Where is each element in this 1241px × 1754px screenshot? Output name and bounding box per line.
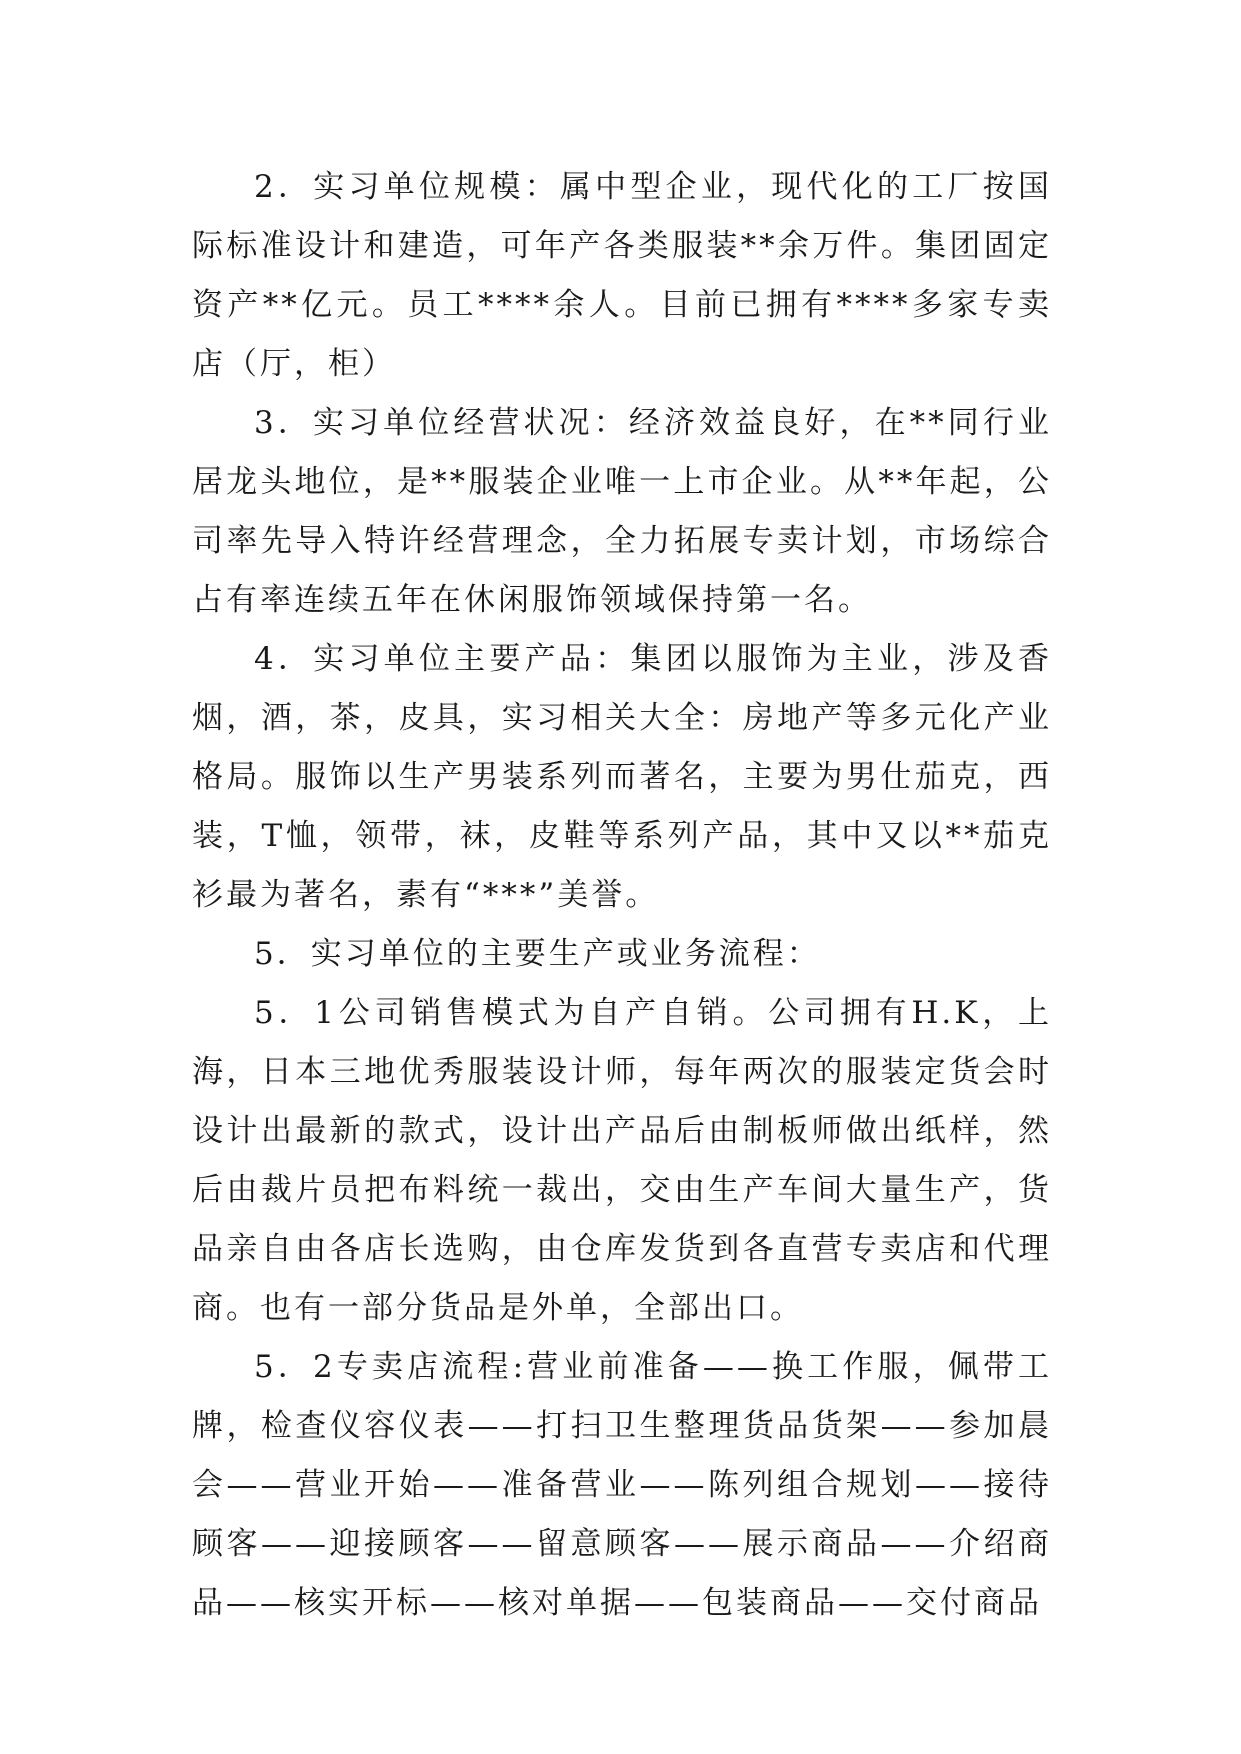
paragraph-products: 4．实习单位主要产品：集团以服饰为主业，涉及香烟，酒，茶，皮具，实习相关大全：房地产等多元化产业格局。服饰以生产男装系列而著名，主要为男仕茄克，西装，T恤，领带，袜，皮鞋等系列产品，其中又以**茄克衫最为著名，素有“***”美誉。	[192, 641, 1052, 913]
paragraph-sales-model: 5．1公司销售模式为自产自销。公司拥有H.K，上海，日本三地优秀服装设计师，每年两次的服装定货会时设计出最新的款式，设计出产品后由制板师做出纸样，然后由裁片员把布料统一裁出，交由生产车间大量生产，货品亲自由各店长选购，由仓库发货到各直营专卖店和代理商。也有一部分货品是外单，全部出口。	[192, 995, 1052, 1326]
paragraph-operations: 3．实习单位经营状况：经济效益良好，在**同行业居龙头地位，是**服装企业唯一上市企业。从**年起，公司率先导入特许经营理念，全力拓展专卖计划，市场综合占有率连续五年在休闲服饰领域保持第一名。	[192, 405, 1052, 618]
paragraph-process-heading: 5．实习单位的主要生产或业务流程：	[254, 936, 821, 972]
paragraph-store-process: 5．2专卖店流程:营业前准备——换工作服，佩带工牌，检查仪容仪表——打扫卫生整理货品货架——参加晨会——营业开始——准备营业——陈列组合规划——接待顾客——迎接顾客——留意顾客——展示商品——介绍商品——核实开标——核对单据——包装商品——交付商品	[192, 1349, 1052, 1621]
document-body	[192, 158, 1052, 1633]
paragraph-scale: 2．实习单位规模：属中型企业，现代化的工厂按国际标准设计和建造，可年产各类服装**余万件。集团固定资产**亿元。员工****余人。目前已拥有****多家专卖店（厅，柜）	[192, 169, 1052, 382]
